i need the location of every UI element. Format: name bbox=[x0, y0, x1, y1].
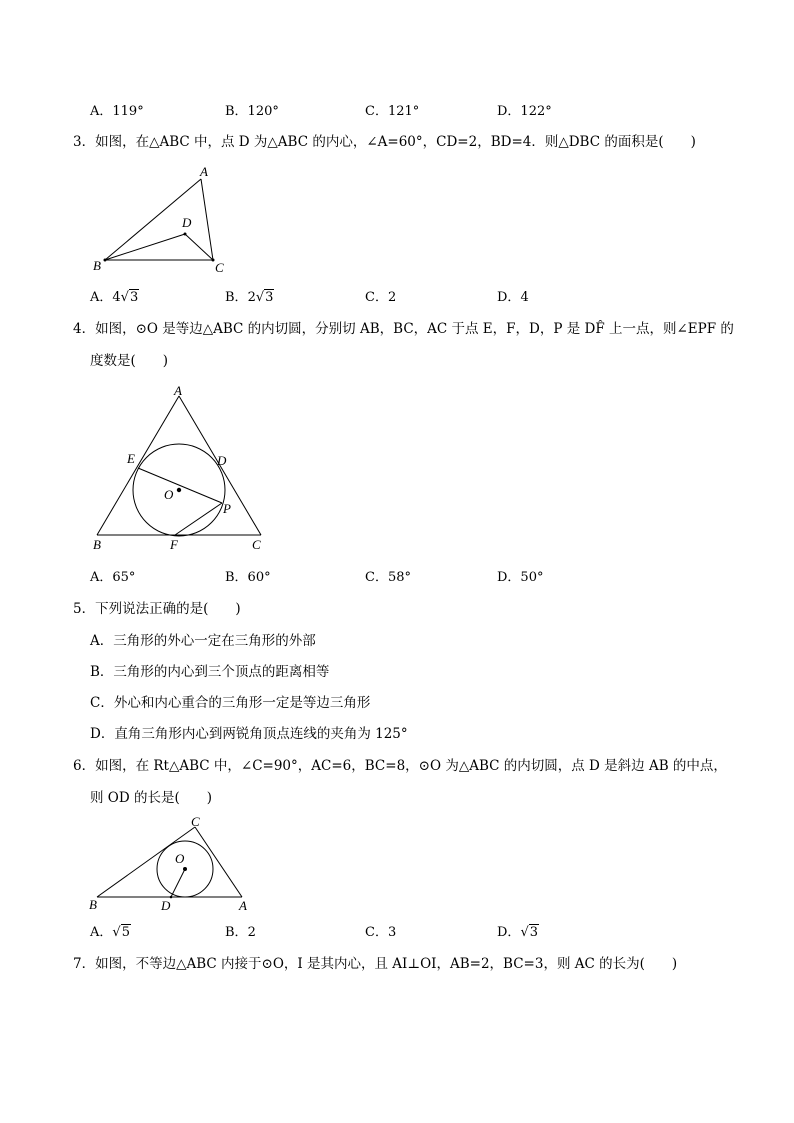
q2-option-a: A．119° bbox=[90, 104, 144, 119]
q3-side-ac bbox=[201, 179, 213, 260]
q3-label-c: C bbox=[215, 260, 224, 275]
q3-segment-cd bbox=[185, 234, 213, 260]
q3-segment-bd bbox=[105, 234, 185, 260]
q4-label-c: C bbox=[252, 537, 261, 552]
q7-stem: 7．如图，不等边△ABC 内接于⊙O，I 是其内心，且 AI⊥OI，AB=2，BC=3，则 AC 的长为( ) bbox=[73, 956, 678, 972]
q5-choice-a: A．三角形的外心一定在三角形的外部 bbox=[90, 633, 316, 649]
q3-label-d: D bbox=[182, 215, 192, 230]
q4-center-dot bbox=[177, 488, 181, 492]
q4-option-b: B．60° bbox=[225, 570, 271, 585]
q6-figure bbox=[85, 813, 260, 913]
q6-label-o: O bbox=[175, 851, 185, 866]
q6-option-a: A．√5 bbox=[90, 925, 130, 940]
q3-option-a: A．4√3 bbox=[90, 290, 139, 305]
q3-stem: 3．如图，在△ABC 中，点 D 为△ABC 的内心，∠A=60°，CD=2，BD=4．则△DBC 的面积是( ) bbox=[73, 134, 696, 150]
q3-figure bbox=[88, 163, 238, 278]
q4-label-b: B bbox=[93, 537, 101, 552]
q6-stem-line2: 则 OD 的长是( ) bbox=[90, 790, 213, 806]
q5-stem: 5．下列说法正确的是( ) bbox=[73, 601, 241, 617]
q4-stem-line2: 度数是( ) bbox=[90, 353, 169, 369]
q3-option-c: C．2 bbox=[365, 290, 397, 305]
q6-stem-line1: 6．如图，在 Rt△ABC 中，∠C=90°，AC=6，BC=8，⊙O 为△ABC 的内切圆，点 D 是斜边 AB 的中点， bbox=[73, 758, 727, 774]
q2-option-b: B．120° bbox=[225, 104, 279, 119]
q4-option-a: A．65° bbox=[90, 570, 136, 585]
q6-label-d: D bbox=[161, 898, 171, 913]
q6-label-b: B bbox=[89, 897, 97, 912]
q2-option-c: C．121° bbox=[365, 104, 420, 119]
q5-choice-b: B．三角形的内心到三个顶点的距离相等 bbox=[90, 664, 330, 680]
q4-label-a: A bbox=[174, 383, 182, 398]
q4-label-o: O bbox=[164, 487, 174, 502]
q4-option-c: C．58° bbox=[365, 570, 411, 585]
q6-label-a: A bbox=[239, 898, 247, 913]
q5-choice-d: D．直角三角形内心到两锐角顶点连线的夹角为 125° bbox=[90, 726, 408, 742]
q6-side-ca bbox=[195, 827, 242, 897]
q4-label-d: D bbox=[217, 453, 227, 468]
q3-option-d: D．4 bbox=[497, 290, 529, 305]
q2-option-d: D．122° bbox=[497, 104, 552, 119]
q6-option-c: C．3 bbox=[365, 925, 397, 940]
q4-segment-ep bbox=[138, 468, 222, 503]
q3-label-b: B bbox=[93, 258, 101, 273]
q4-figure bbox=[85, 383, 275, 555]
q4-label-f: F bbox=[170, 537, 178, 552]
q4-stem-line1: 4．如图，⊙O 是等边△ABC 的内切圆，分别切 AB，BC，AC 于点 E，F，D，P 是 DF̂ 上一点，则∠EPF 的 bbox=[73, 321, 734, 337]
q6-option-b: B．2 bbox=[225, 925, 256, 940]
q3-label-a: A bbox=[200, 164, 208, 179]
q6-segment-od bbox=[171, 869, 185, 897]
q6-label-c: C bbox=[191, 814, 200, 829]
q4-label-e: E bbox=[127, 451, 135, 466]
q6-center-dot bbox=[183, 867, 187, 871]
q4-side-ab bbox=[97, 396, 179, 535]
q4-option-d: D．50° bbox=[497, 570, 544, 585]
q3-option-b: B．2√3 bbox=[225, 290, 274, 305]
q5-choice-c: C．外心和内心重合的三角形一定是等边三角形 bbox=[90, 695, 371, 711]
q6-option-d: D．√3 bbox=[497, 925, 539, 940]
q4-label-p: P bbox=[223, 501, 231, 516]
